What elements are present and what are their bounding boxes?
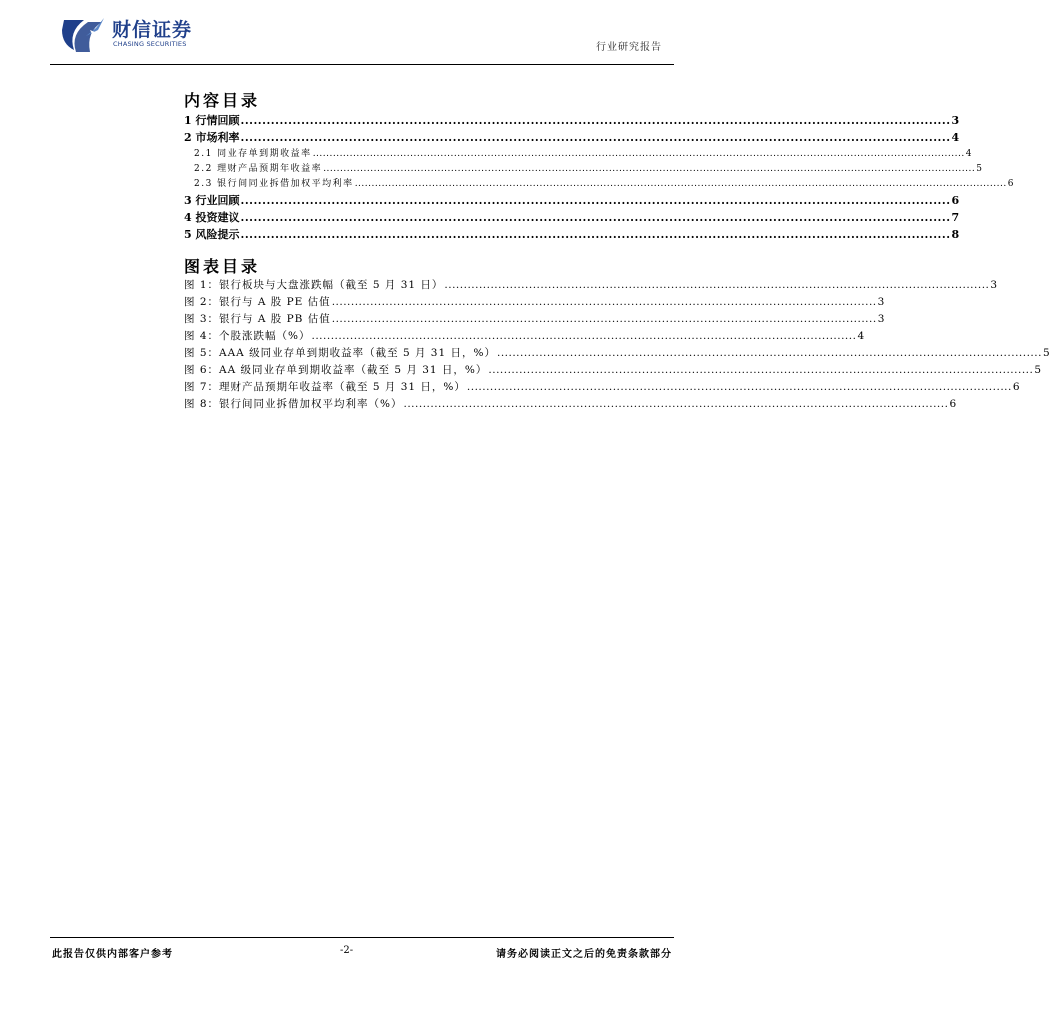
figure-entry-label: 图 3：银行与 A 股 PB 估值 [184, 313, 331, 325]
figure-entry-page: 5 [1042, 347, 1050, 359]
footer-disclaimer-left: 此报告仅供内部客户参考 [52, 949, 173, 960]
toc-entry-page: 8 [951, 228, 960, 241]
figure-list-title: 图表目录 [184, 257, 261, 276]
toc-entry[interactable] [184, 129, 960, 145]
dot-leader: .............................................................................................................................................. [311, 330, 857, 342]
figure-entry-label: 图 7：理财产品预期年收益率（截至 5 月 31 日，%） [184, 381, 466, 393]
dot-leader: .................................................................................................................................................................... [240, 114, 951, 127]
footer-divider [50, 937, 674, 938]
page-number: -2- [340, 945, 354, 956]
dot-leader: .................................................................................................................................................................................................. [312, 149, 965, 159]
dot-leader: .................................................................................................................................................................... [240, 194, 951, 207]
page-header [0, 0, 724, 70]
toc-entry-label: 5 风险提示 [184, 228, 240, 241]
toc-entry[interactable] [184, 176, 1014, 191]
toc-entry-page: 4 [951, 131, 960, 144]
report-type-label: 行业研究报告 [596, 42, 662, 53]
dot-leader: .............................................................................................................................................. [331, 313, 877, 325]
dot-leader: .............................................................................................................................................. [496, 347, 1042, 359]
toc-entry-page: 6 [951, 194, 960, 207]
toc-entry-page: 5 [976, 164, 982, 174]
figure-entry[interactable] [184, 328, 865, 344]
figure-entry[interactable] [184, 311, 885, 327]
figure-entry[interactable] [184, 294, 885, 310]
toc-entry[interactable] [184, 146, 972, 161]
figure-entry[interactable] [184, 396, 957, 412]
toc-entry[interactable] [184, 161, 982, 176]
figure-entry-page: 3 [990, 279, 998, 291]
footer-disclaimer-right: 请务必阅读正文之后的免责条款部分 [496, 949, 672, 960]
figure-entry[interactable] [184, 379, 1020, 395]
figure-entry-label: 图 2：银行与 A 股 PE 估值 [184, 296, 331, 308]
figure-entry[interactable] [184, 345, 1050, 361]
figure-entry-page: 3 [877, 296, 885, 308]
toc-entry-page: 6 [1007, 179, 1014, 189]
dot-leader: .............................................................................................................................................. [403, 398, 949, 410]
toc-entry[interactable] [184, 226, 960, 242]
toc-entry-label: 2.3 银行间同业拆借加权平均利率 [194, 179, 354, 189]
toc-entry-page: 3 [951, 114, 960, 127]
dot-leader: .................................................................................................................................................................................................. [354, 179, 1007, 189]
dot-leader: .............................................................................................................................................. [488, 364, 1034, 376]
figure-entry-page: 5 [1034, 364, 1042, 376]
figure-entry-label: 图 1：银行板块与大盘涨跌幅（截至 5 月 31 日） [184, 279, 444, 291]
figure-entry-page: 6 [949, 398, 957, 410]
dot-leader: .............................................................................................................................................. [444, 279, 990, 291]
toc-title: 内容目录 [184, 91, 261, 110]
dot-leader: .................................................................................................................................................................................................. [323, 164, 976, 174]
figure-entry[interactable] [184, 277, 998, 293]
toc-entry-label: 2 市场利率 [184, 131, 240, 144]
header-divider [50, 64, 674, 65]
toc-entry-label: 1 行情回顾 [184, 114, 240, 127]
toc-entry[interactable] [184, 112, 960, 128]
toc-entry-label: 4 投资建议 [184, 211, 240, 224]
dot-leader: .................................................................................................................................................................... [240, 228, 951, 241]
logo-chinese-name: 财信证券 [112, 19, 193, 41]
toc-entry-label: 2.1 同业存单到期收益率 [194, 149, 312, 159]
figure-entry[interactable] [184, 362, 1042, 378]
figure-entry-label: 图 6：AA 级同业存单到期收益率（截至 5 月 31 日，%） [184, 364, 488, 376]
company-logo [60, 14, 260, 56]
dot-leader: .............................................................................................................................................. [466, 381, 1012, 393]
toc-entry[interactable] [184, 192, 960, 208]
logo-english-name: CHASING SECURITIES [113, 40, 187, 48]
toc-entry-page: 4 [965, 149, 972, 159]
dot-leader: .............................................................................................................................................. [331, 296, 877, 308]
figure-entry-label: 图 8：银行间同业拆借加权平均利率（%） [184, 398, 403, 410]
dot-leader: .................................................................................................................................................................... [240, 131, 951, 144]
toc-entry-page: 7 [951, 211, 960, 224]
figure-entry-label: 图 4：个股涨跌幅（%） [184, 330, 311, 342]
logo-mark-icon [60, 14, 106, 56]
toc-entry[interactable] [184, 209, 960, 225]
figure-entry-page: 3 [877, 313, 885, 325]
toc-entry-label: 2.2 理财产品预期年收益率 [194, 164, 323, 174]
figure-entry-page: 6 [1012, 381, 1020, 393]
dot-leader: .................................................................................................................................................................... [240, 211, 951, 224]
toc-entry-label: 3 行业回顾 [184, 194, 240, 207]
figure-entry-page: 4 [857, 330, 865, 342]
figure-entry-label: 图 5：AAA 级同业存单到期收益率（截至 5 月 31 日，%） [184, 347, 496, 359]
